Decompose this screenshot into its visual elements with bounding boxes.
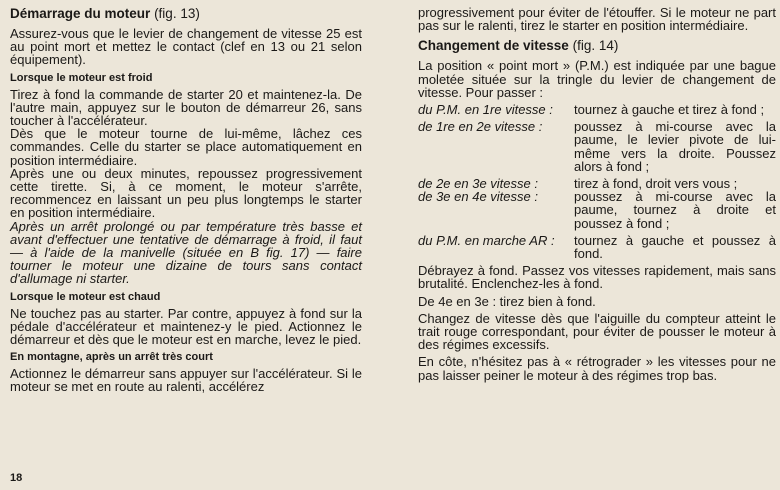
intro-paragraph: Assurez-vous que le levier de changement de vitesse 25 est au point mort et mettez le contact (clef en 13 ou 21 selon équipement). bbox=[10, 26, 362, 68]
gear-row bbox=[418, 190, 776, 230]
4e-3e-paragraph: De 4e en 3e : tirez bien à fond. bbox=[418, 293, 596, 309]
gear-row-text: poussez à mi-course avec la paume, le levier pivote de lui-même vers la droite. Poussez alors à fond ; bbox=[574, 119, 776, 174]
gear-row bbox=[418, 234, 776, 260]
figure-reference: (fig. 14) bbox=[572, 38, 619, 54]
gear-row-label: de 1re en 2e vitesse : bbox=[418, 119, 543, 135]
subheading-montagne: En montagne, après un arrêt très court bbox=[10, 351, 213, 364]
figure-reference: (fig. 13) bbox=[154, 6, 200, 21]
gear-table bbox=[418, 103, 776, 260]
montagne-paragraph: Actionnez le démarreur sans appuyer sur l'accélérateur. Si le moteur se met en route au ralenti, accélérez bbox=[10, 366, 362, 395]
gear-row-label: de 2e en 3e vitesse : bbox=[418, 176, 538, 192]
gear-row-text: tournez à gauche et poussez à fond. bbox=[574, 232, 776, 262]
debrayez-paragraph: Débrayez à fond. Passez vos vitesses rapidement, mais sans brutalité. Enclenchez-les à fond. bbox=[418, 263, 776, 292]
page-number: 18 bbox=[10, 472, 23, 484]
froid-paragraph-2: Dès que le moteur tourne de lui-même, lâchez ces commandes. Celle du starter se place automatiquement en position intermédiaire. bbox=[10, 126, 362, 168]
title-text: Démarrage du moteur bbox=[10, 6, 151, 21]
gear-row-label: de 3e en 4e vitesse : bbox=[418, 189, 538, 205]
compteur-paragraph: Changez de vitesse dès que l'aiguille du compteur atteint le trait rouge correspondant, pour éviter de pousser le moteur à des régimes excessifs. bbox=[418, 310, 776, 353]
section-title-changement bbox=[418, 38, 776, 53]
continuation-paragraph: progressivement pour éviter de l'étouffer. Si le moteur ne part pas sur le ralenti, tirez le starter en position intermédiaire. bbox=[418, 5, 776, 34]
froid-paragraph-1: Tirez à fond la commande de starter 20 et maintenez-la. De l'autre main, appuyez sur le bouton de démarreur 26, sans toucher à l'accélérateur. bbox=[10, 86, 362, 129]
subheading-chaud: Lorsque le moteur est chaud bbox=[10, 290, 161, 303]
gear-row bbox=[418, 120, 776, 173]
title-text: Changement de vitesse bbox=[418, 38, 569, 54]
froid-paragraph-3: Après une ou deux minutes, repoussez progressivement cette tirette. Si, à ce moment, le moteur s'arrête, recommencez en laissant un peu plus longtemps le starter en position intermédiaire. bbox=[10, 165, 362, 221]
cote-paragraph: En côte, n'hésitez pas à « rétrograder » les vitesses pour ne pas laisser peiner le moteur à des régimes trop bas. bbox=[418, 354, 776, 383]
chaud-paragraph: Ne touchez pas au starter. Par contre, appuyez à fond sur la pédale d'accélérateur et maintenez-y le pied. Actionnez le démarreur et dès que le moteur est en marche, levez le pied. bbox=[10, 305, 362, 348]
changement-intro: La position « point mort » (P.M.) est indiquée par une bague moletée située sur la tringle du levier de changement de vitesse. Pour passer : bbox=[418, 58, 776, 100]
subheading-froid: Lorsque le moteur est froid bbox=[10, 71, 153, 84]
froid-paragraph-4: Après un arrêt prolongé ou par température très basse et avant d'effectuer une tentative de démarrage à froid, il faut — à l'aide de la manivelle (située en B fig. 17) — faire tourner le moteur une dizaine de tours sans contact d'allumage ni starter. bbox=[10, 218, 362, 287]
gear-row-text: poussez à mi-course avec la paume, tournez à droite et poussez à fond ; bbox=[574, 189, 776, 231]
gear-row-text: tournez à gauche et tirez à fond ; bbox=[574, 102, 765, 118]
left-column bbox=[10, 6, 362, 394]
gear-row-label: du P.M. en marche AR : bbox=[418, 232, 555, 248]
gear-row bbox=[418, 103, 776, 116]
gear-row-text: tirez à fond, droit vers vous ; bbox=[574, 176, 738, 192]
section-title-demarrage bbox=[10, 6, 362, 21]
right-column bbox=[418, 6, 776, 382]
gear-row-label: du P.M. en 1re vitesse : bbox=[418, 102, 553, 118]
